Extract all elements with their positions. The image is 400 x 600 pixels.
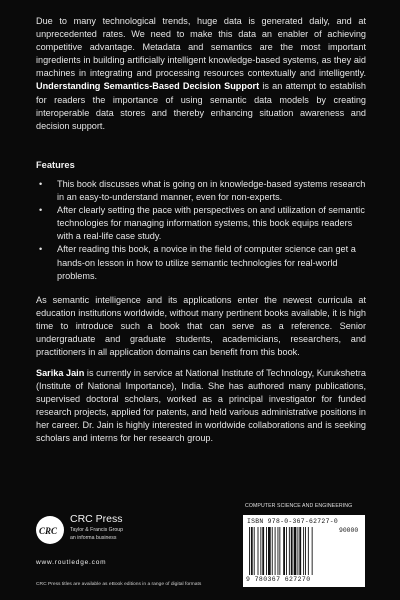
- feature-text: After clearly setting the pace with perspectives on and utilization of semantic technologies for managing information systems, this book equips readers with a real-life case study.: [57, 205, 365, 242]
- publisher-business: an informa business: [70, 535, 117, 541]
- author-name: Sarika Jain: [36, 368, 85, 378]
- bullet-icon: •: [39, 205, 43, 216]
- publisher-group: Taylor & Francis Group: [70, 527, 124, 533]
- subject-category: COMPUTER SCIENCE AND ENGINEERING: [245, 503, 353, 509]
- intro-paragraph: [36, 15, 366, 133]
- publisher-name: CRC Press: [70, 513, 123, 525]
- ebook-note: CRC Press titles are available as eBook editions in a range of digital formats: [36, 582, 202, 587]
- crc-logo-text: CRC: [39, 526, 58, 536]
- publisher-url: www.routledge.com: [36, 559, 107, 566]
- features-list: [36, 178, 366, 283]
- author-bio-text: is currently in service at National Institute of Technology, Kurukshetra (Institute of National Importance), India. She has authored many publications, supervised doctoral scholars, worked as a principal investigator for funded research projects, applied for patents, and held various administrative positions in her career. Dr. Jain is highly interested in worldwide collaborations and is seeking scholars and interns for her research group.: [36, 368, 366, 444]
- intro-text-start: Due to many technological trends, huge data is generated daily, and at unprecedented rates. We need to make this data an enabler of achieving competitive advantage. Metadata and semantics are the most important ingredients in building artificially intelligent knowledge-based systems, as they aid machines in integrating and processing resources contextually and intelligently.: [36, 16, 366, 79]
- audience-paragraph: As semantic intelligence and its applications enter the newest curricula at education institutions worldwide, without many pertinent books available, it is high time to introduce such a book that can serve as a reference. Senior undergraduate and graduate students, academicians, researchers, and practitioners in all application domains can benefit from this book.: [36, 295, 366, 358]
- bullet-icon: •: [39, 179, 43, 189]
- barcode-number: 9 780367 627270: [246, 576, 311, 583]
- features-heading: Features: [36, 160, 75, 170]
- isbn-barcode: [243, 515, 365, 587]
- feature-text: After reading this book, a novice in the field of computer science can get a hands-on lesson in how to utilize semantic technologies for real-world problems.: [57, 244, 356, 281]
- author-bio: [36, 367, 366, 446]
- feature-item: [36, 204, 366, 243]
- isbn-label: ISBN 978-0-367-62727-0: [247, 518, 338, 525]
- feature-item: [36, 178, 366, 204]
- price-code: 90000: [339, 527, 359, 534]
- feature-item: [36, 243, 366, 282]
- feature-text: This book discusses what is going on in knowledge-based systems research in an easy-to-understand manner, even for non-experts.: [57, 179, 366, 203]
- book-title: Understanding Semantics-Based Decision Support: [36, 81, 260, 92]
- barcode-bars: [248, 527, 336, 575]
- bullet-icon: •: [39, 244, 43, 255]
- intro-text-end: is an attempt to establish for readers the importance of using semantic data models by creating interoperable data stores and thereby enhancing situation awareness and decision support.: [36, 81, 366, 131]
